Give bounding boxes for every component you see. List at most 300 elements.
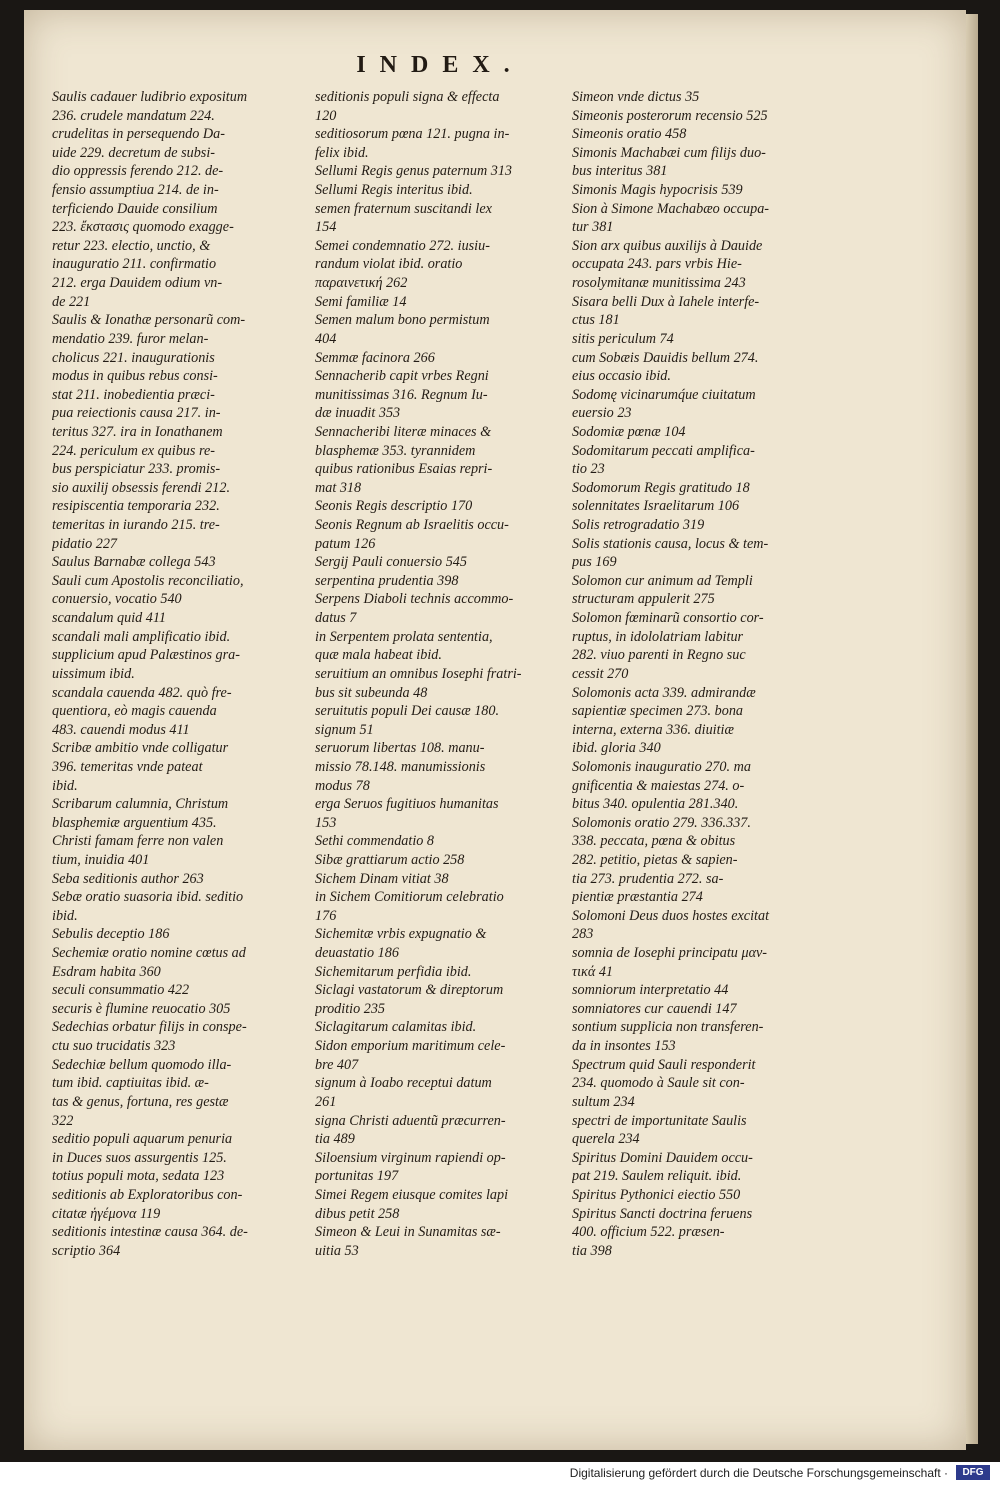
index-line — [315, 1093, 563, 1112]
index-line — [315, 739, 563, 758]
index-line — [572, 832, 820, 851]
index-line — [572, 739, 820, 758]
index-line — [572, 423, 820, 442]
index-line — [572, 795, 820, 814]
funding-notice: Digitalisierung gefördert durch die Deutsche Forschungsgemeinschaft · — [569, 1466, 948, 1480]
index-line — [315, 1056, 563, 1075]
index-line — [315, 1037, 563, 1056]
index-line — [52, 739, 292, 758]
index-entry-text: tum ibid. captiuitas ibid. æ- — [52, 1075, 209, 1092]
index-line — [52, 311, 292, 330]
index-line — [52, 349, 292, 368]
index-entry-text: uitia 53 — [315, 1242, 359, 1259]
index-entry-text: Saulus Barnabæ collega 543 — [52, 554, 216, 571]
index-line — [315, 367, 563, 386]
index-entry-text: fensio assumptiua 214. de in- — [52, 182, 219, 199]
index-line — [52, 88, 292, 107]
index-entry-text: Sion arx quibus auxilijs à Dauide — [572, 237, 763, 254]
index-entry-text: Simei Regem eiusque comites lapi — [315, 1186, 509, 1203]
index-entry-text: in Duces suos assurgentis 125. — [52, 1149, 227, 1166]
index-line — [52, 646, 292, 665]
index-line — [315, 981, 563, 1000]
index-entry-text: pua reiectionis causa 217. in- — [52, 405, 221, 422]
index-entry-text: seditio populi aquarum penuria — [52, 1131, 233, 1148]
index-entry-text: Solomoni Deus duos hostes excitat — [572, 907, 770, 924]
index-entry-text: scandali mali amplificatio ibid. — [52, 628, 231, 645]
index-line — [572, 497, 820, 516]
index-entry-text: Solis retrogradatio 319 — [572, 517, 705, 534]
page-edge — [966, 14, 978, 1444]
index-line — [572, 88, 820, 107]
index-entry-text: Scribæ ambitio vnde colligatur — [52, 740, 229, 757]
index-entry-text: 404 — [315, 330, 337, 347]
index-entry-text: da in insontes 153 — [572, 1038, 676, 1055]
index-line — [52, 572, 292, 591]
index-entry-text: Siloensium virginum rapiendi op- — [315, 1149, 506, 1166]
index-line — [315, 423, 563, 442]
index-line — [315, 404, 563, 423]
index-entry-text: missio 78.148. manumissionis — [315, 758, 486, 775]
index-entry-text: Scribarum calumnia, Christum — [52, 796, 229, 813]
footer-bar — [0, 1462, 1000, 1485]
index-entry-text: in Sichem Comitiorum celebratio — [315, 889, 504, 906]
index-line — [52, 1242, 292, 1261]
index-line — [572, 218, 820, 237]
index-entry-text: inauguratio 211. confirmatio — [52, 256, 217, 273]
index-line — [572, 665, 820, 684]
index-line — [572, 349, 820, 368]
index-line — [315, 646, 563, 665]
index-line — [315, 181, 563, 200]
index-entry-text: Solomonis inauguratio 270. ma — [572, 758, 751, 775]
index-entry-text: Semei condemnatio 272. iusiu- — [315, 237, 490, 254]
index-column-3 — [572, 88, 820, 1260]
index-entry-text: conuersio, vocatio 540 — [52, 591, 182, 608]
index-entry-text: Siclagitarum calamitas ibid. — [315, 1019, 477, 1036]
index-line — [315, 218, 563, 237]
index-line — [52, 1223, 292, 1242]
index-entry-text: τικά 41 — [572, 963, 614, 980]
index-line — [52, 516, 292, 535]
index-entry-text: 322 — [52, 1112, 74, 1129]
index-entry-text: munitissimas 316. Regnum Iu- — [315, 386, 488, 403]
index-line — [52, 925, 292, 944]
index-entry-text: Sennacheribi literæ minaces & — [315, 423, 492, 440]
index-entry-text: solennitates Israelitarum 106 — [572, 498, 740, 515]
index-entry-text: Simonis Magis hypocrisis 539 — [572, 182, 743, 199]
index-entry-text: signum à Ioabo receptui datum — [315, 1075, 492, 1092]
index-entry-text: proditio 235 — [315, 1000, 386, 1017]
index-entry-text: pus 169 — [572, 554, 617, 571]
index-line — [315, 162, 563, 181]
index-line — [572, 479, 820, 498]
index-entry-text: quentiora, eò magis cauenda — [52, 703, 217, 720]
index-entry-text: querela 234 — [572, 1131, 640, 1148]
index-line — [315, 1242, 563, 1261]
index-line — [572, 684, 820, 703]
index-entry-text: mat 318 — [315, 479, 362, 496]
index-entry-text: Sichemitarum perfidia ibid. — [315, 963, 472, 980]
index-entry-text: Spiritus Domini Dauidem occu- — [572, 1149, 753, 1166]
index-line — [572, 1149, 820, 1168]
index-line — [52, 1074, 292, 1093]
index-entry-text: tia 398 — [572, 1242, 612, 1259]
index-entry-text: structuram appulerit 275 — [572, 591, 715, 608]
index-line — [315, 255, 563, 274]
index-line — [52, 851, 292, 870]
index-entry-text: somniatores cur cauendi 147 — [572, 1000, 737, 1017]
index-entry-text: Seonis Regnum ab Israelitis occu- — [315, 517, 509, 534]
index-line — [315, 274, 563, 293]
index-entry-text: Saulis & Ionathæ personarũ com- — [52, 312, 246, 329]
index-line — [315, 777, 563, 796]
index-line — [572, 404, 820, 423]
index-line — [572, 944, 820, 963]
index-entry-text: blasphemæ 353. tyrannidem — [315, 442, 476, 459]
index-line — [52, 162, 292, 181]
index-line — [572, 1000, 820, 1019]
index-entry-text: 396. temeritas vnde pateat — [52, 758, 203, 775]
index-entry-text: bus sit subeunda 48 — [315, 684, 428, 701]
index-entry-text: Spiritus Pythonici eiectio 550 — [572, 1186, 741, 1203]
index-entry-text: tas & genus, fortuna, res gestæ — [52, 1093, 229, 1110]
index-entry-text: Simeonis oratio 458 — [572, 126, 687, 143]
index-line — [52, 1018, 292, 1037]
index-entry-text: resipiscentia temporaria 232. — [52, 498, 220, 515]
index-line — [52, 758, 292, 777]
index-column-2 — [315, 88, 563, 1260]
index-line — [52, 702, 292, 721]
index-entry-text: seditiosorum pœna 121. pugna in- — [315, 126, 510, 143]
index-line — [52, 1205, 292, 1224]
index-line — [572, 330, 820, 349]
index-entry-text: spectri de importunitate Saulis — [572, 1112, 747, 1129]
index-entry-text: terficiendo Dauide consilium — [52, 200, 218, 217]
index-entry-text: patum 126 — [315, 535, 376, 552]
index-line — [572, 1167, 820, 1186]
index-line — [315, 200, 563, 219]
index-line — [52, 1149, 292, 1168]
index-line — [572, 162, 820, 181]
index-entry-text: retur 223. electio, unctio, & — [52, 237, 211, 254]
index-line — [52, 777, 292, 796]
index-entry-text: 153 — [315, 814, 337, 831]
index-entry-text: Sodomiæ pœnæ 104 — [572, 423, 686, 440]
index-line — [52, 944, 292, 963]
index-entry-text: sultum 234 — [572, 1093, 635, 1110]
index-entry-text: stat 211. inobedientia præci- — [52, 386, 215, 403]
index-line — [572, 907, 820, 926]
index-entry-text: seruorum libertas 108. manu- — [315, 740, 485, 757]
index-entry-text: de 221 — [52, 293, 91, 310]
index-line — [52, 1000, 292, 1019]
index-entry-text: ibid. — [52, 777, 78, 794]
index-line — [315, 907, 563, 926]
index-line — [52, 293, 292, 312]
index-entry-text: Spectrum quid Sauli responderit — [572, 1056, 756, 1073]
index-line — [52, 274, 292, 293]
index-line — [52, 1167, 292, 1186]
index-entry-text: Saulis cadauer ludibrio expositum — [52, 89, 248, 105]
index-entry-text: dibus petit 258 — [315, 1205, 400, 1222]
index-entry-text: Sodomorum Regis gratitudo 18 — [572, 479, 750, 496]
index-line — [52, 814, 292, 833]
index-line — [315, 870, 563, 889]
index-entry-text: sitis periculum 74 — [572, 330, 674, 347]
index-line — [52, 386, 292, 405]
index-entry-text: euersio 23 — [572, 405, 632, 422]
index-entry-text: Sichemitæ vrbis expugnatio & — [315, 926, 487, 943]
index-line — [315, 1223, 563, 1242]
index-entry-text: interna, externa 336. diuitiæ — [572, 721, 734, 738]
index-entry-text: serpentina prudentia 398 — [315, 572, 459, 589]
index-entry-text: tium, inuidia 401 — [52, 851, 150, 868]
index-entry-text: Semen malum bono permistum — [315, 312, 490, 329]
index-line — [572, 758, 820, 777]
index-line — [52, 684, 292, 703]
index-line — [572, 1223, 820, 1242]
index-entry-text: pientiæ præstantia 274 — [572, 889, 703, 906]
index-entry-text: sapientiæ specimen 273. bona — [572, 703, 744, 720]
index-entry-text: tia 273. prudentia 272. sa- — [572, 870, 724, 887]
index-line — [572, 274, 820, 293]
index-line — [315, 1018, 563, 1037]
index-line — [572, 1242, 820, 1261]
index-entry-text: felix ibid. — [315, 144, 369, 161]
index-entry-text: ctu suo trucidatis 323 — [52, 1038, 176, 1055]
index-entry-text: Siclagi vastatorum & direptorum — [315, 982, 504, 999]
index-line — [572, 609, 820, 628]
index-entry-text: Sodomitarum peccati amplifica- — [572, 442, 755, 459]
page-title: INDEX. — [356, 52, 524, 78]
index-entry-text: 120 — [315, 107, 337, 124]
index-line — [315, 1074, 563, 1093]
index-line — [315, 1205, 563, 1224]
index-entry-text: blasphemiæ arguentium 435. — [52, 814, 217, 831]
index-line — [315, 1130, 563, 1149]
index-line — [315, 721, 563, 740]
index-entry-text: in Serpentem prolata sententia, — [315, 628, 493, 645]
index-entry-text: 283 — [572, 926, 594, 943]
index-line — [52, 497, 292, 516]
index-line — [572, 293, 820, 312]
index-entry-text: datus 7 — [315, 610, 357, 627]
index-entry-text: Semmæ facinora 266 — [315, 349, 435, 366]
index-line — [572, 1186, 820, 1205]
index-entry-text: Sellumi Regis interitus ibid. — [315, 182, 473, 199]
index-line — [572, 516, 820, 535]
index-line — [572, 851, 820, 870]
index-line — [52, 404, 292, 423]
index-line — [315, 814, 563, 833]
index-entry-text: 224. periculum ex quibus re- — [52, 442, 215, 459]
index-entry-text: randum violat ibid. oratio — [315, 256, 463, 273]
index-line — [52, 460, 292, 479]
index-line — [572, 721, 820, 740]
index-entry-text: seruitium an omnibus Iosephi fratri- — [315, 665, 522, 682]
index-entry-text: 234. quomodo à Saule sit con- — [572, 1075, 745, 1092]
index-line — [572, 125, 820, 144]
index-entry-text: Sergij Pauli conuersio 545 — [315, 554, 467, 571]
index-line — [52, 870, 292, 889]
index-line — [315, 460, 563, 479]
index-entry-text: crudelitas in persequendo Da- — [52, 126, 225, 143]
index-line — [572, 1112, 820, 1131]
index-entry-text: 212. erga Dauidem odium vn- — [52, 275, 223, 292]
index-entry-text: tio 23 — [572, 461, 605, 478]
index-entry-text: seditionis populi signa & effecta — [315, 89, 500, 105]
index-entry-text: Sidon emporium maritimum cele- — [315, 1038, 506, 1055]
index-entry-text: Sodomę vicinarumq́ue ciuitatum — [572, 386, 756, 403]
index-line — [572, 237, 820, 256]
index-line — [315, 237, 563, 256]
index-line — [52, 1093, 292, 1112]
index-entry-text: ibid. — [52, 907, 78, 924]
index-entry-text: Sethi commendatio 8 — [315, 833, 434, 850]
index-line — [52, 330, 292, 349]
index-line — [315, 925, 563, 944]
index-entry-text: bus perspiciatur 233. promis- — [52, 461, 221, 478]
index-entry-text: scandalum quid 411 — [52, 610, 167, 627]
index-line — [52, 423, 292, 442]
index-line — [572, 107, 820, 126]
index-line — [52, 795, 292, 814]
index-line — [572, 870, 820, 889]
index-line — [52, 125, 292, 144]
index-line — [572, 814, 820, 833]
index-entry-text: 338. peccata, pœna & obitus — [572, 833, 736, 850]
index-line — [572, 1018, 820, 1037]
index-entry-text: Sechemiæ oratio nomine cœtus ad — [52, 945, 246, 962]
index-line — [52, 981, 292, 1000]
index-line — [572, 1205, 820, 1224]
index-entry-text: Sion à Simone Machabæo occupa- — [572, 200, 770, 217]
index-line — [572, 255, 820, 274]
index-entry-text: Sebulis deceptio 186 — [52, 926, 170, 943]
index-entry-text: Seonis Regis descriptio 170 — [315, 498, 473, 515]
index-column-1 — [52, 88, 292, 1260]
index-entry-text: Sisara belli Dux à Iahele interfe- — [572, 293, 760, 310]
index-entry-text: Seba seditionis author 263 — [52, 870, 204, 887]
index-entry-text: sontium supplicia non transferen- — [572, 1019, 764, 1036]
index-line — [315, 88, 563, 107]
index-entry-text: cessit 270 — [572, 665, 629, 682]
index-entry-text: seditionis intestinæ causa 364. de- — [52, 1224, 248, 1241]
index-line — [315, 125, 563, 144]
index-entry-text: securis è flumine reuocatio 305 — [52, 1000, 231, 1017]
index-entry-text: Simeonis posterorum recensio 525 — [572, 107, 768, 124]
index-entry-text: Solomon fœminarũ consortio cor- — [572, 610, 764, 627]
index-line — [52, 479, 292, 498]
index-line — [315, 832, 563, 851]
index-line — [315, 479, 563, 498]
index-line — [572, 702, 820, 721]
index-entry-text: cholicus 221. inaugurationis — [52, 349, 215, 366]
index-line — [572, 553, 820, 572]
index-line — [315, 107, 563, 126]
index-line — [572, 888, 820, 907]
index-entry-text: seditionis ab Exploratoribus con- — [52, 1186, 243, 1203]
index-line — [52, 535, 292, 554]
index-line — [315, 590, 563, 609]
index-entry-text: teritus 327. ira in Ionathanem — [52, 423, 223, 440]
index-entry-text: bus interitus 381 — [572, 163, 668, 180]
index-entry-text: deuastatio 186 — [315, 945, 399, 962]
index-entry-text: Sennacherib capit vrbes Regni — [315, 368, 489, 385]
index-entry-text: ruptus, in idololatriam labitur — [572, 628, 744, 645]
index-line — [315, 1112, 563, 1131]
index-line — [52, 553, 292, 572]
index-line — [52, 442, 292, 461]
index-entry-text: gnificentia & maiestas 274. o- — [572, 777, 745, 794]
index-entry-text: scandala cauenda 482. quò fre- — [52, 684, 232, 701]
index-line — [572, 200, 820, 219]
index-line — [315, 944, 563, 963]
index-line — [52, 1056, 292, 1075]
index-line — [52, 237, 292, 256]
index-line — [572, 646, 820, 665]
index-line — [315, 888, 563, 907]
index-line — [52, 590, 292, 609]
index-entry-text: scriptio 364 — [52, 1242, 121, 1259]
index-entry-text: 483. cauendi modus 411 — [52, 721, 190, 738]
index-line — [315, 609, 563, 628]
index-entry-text: Solis stationis causa, locus & tem- — [572, 535, 769, 552]
index-entry-text: Sedechiæ bellum quomodo illa- — [52, 1056, 232, 1073]
index-entry-text: somnia de Iosephi principatu μαν- — [572, 945, 768, 962]
index-entry-text: 400. officium 522. præsen- — [572, 1224, 725, 1241]
index-entry-text: tia 489 — [315, 1131, 355, 1148]
index-line — [52, 721, 292, 740]
index-entry-text: bre 407 — [315, 1056, 359, 1073]
index-entry-text: ibid. gloria 340 — [572, 740, 661, 757]
index-line — [52, 1186, 292, 1205]
index-line — [52, 907, 292, 926]
index-line — [52, 609, 292, 628]
index-entry-text: modus in quibus rebus consi- — [52, 368, 218, 385]
index-entry-text: Sellumi Regis genus paternum 313 — [315, 163, 513, 180]
index-entry-text: uide 229. decretum de subsi- — [52, 144, 215, 161]
index-entry-text: quæ mala habeat ibid. — [315, 647, 442, 664]
index-entry-text: Sichem Dinam vitiat 38 — [315, 870, 449, 887]
index-line — [315, 535, 563, 554]
index-line — [52, 200, 292, 219]
index-entry-text: portunitas 197 — [315, 1168, 399, 1185]
index-entry-text: rosolymitanæ munitissima 243 — [572, 275, 746, 292]
index-line — [315, 758, 563, 777]
index-line — [52, 218, 292, 237]
index-entry-text: Spiritus Sancti doctrina feruens — [572, 1205, 753, 1222]
index-line — [315, 553, 563, 572]
index-line — [572, 367, 820, 386]
index-line — [315, 1000, 563, 1019]
index-entry-text: dio oppressis ferendo 212. de- — [52, 163, 224, 180]
index-entry-text: 236. crudele mandatum 224. — [52, 107, 215, 124]
index-line — [315, 1167, 563, 1186]
index-entry-text: ctus 181 — [572, 312, 620, 329]
index-line — [572, 981, 820, 1000]
index-line — [52, 144, 292, 163]
index-entry-text: signa Christi aduentũ præcurren- — [315, 1112, 506, 1129]
index-entry-text: 223. ἔκστασις quomodo exagge- — [52, 219, 234, 236]
index-line — [315, 330, 563, 349]
index-line — [315, 963, 563, 982]
index-line — [52, 1130, 292, 1149]
index-entry-text: somniorum interpretatio 44 — [572, 982, 729, 999]
index-line — [52, 832, 292, 851]
index-line — [315, 293, 563, 312]
index-line — [52, 255, 292, 274]
